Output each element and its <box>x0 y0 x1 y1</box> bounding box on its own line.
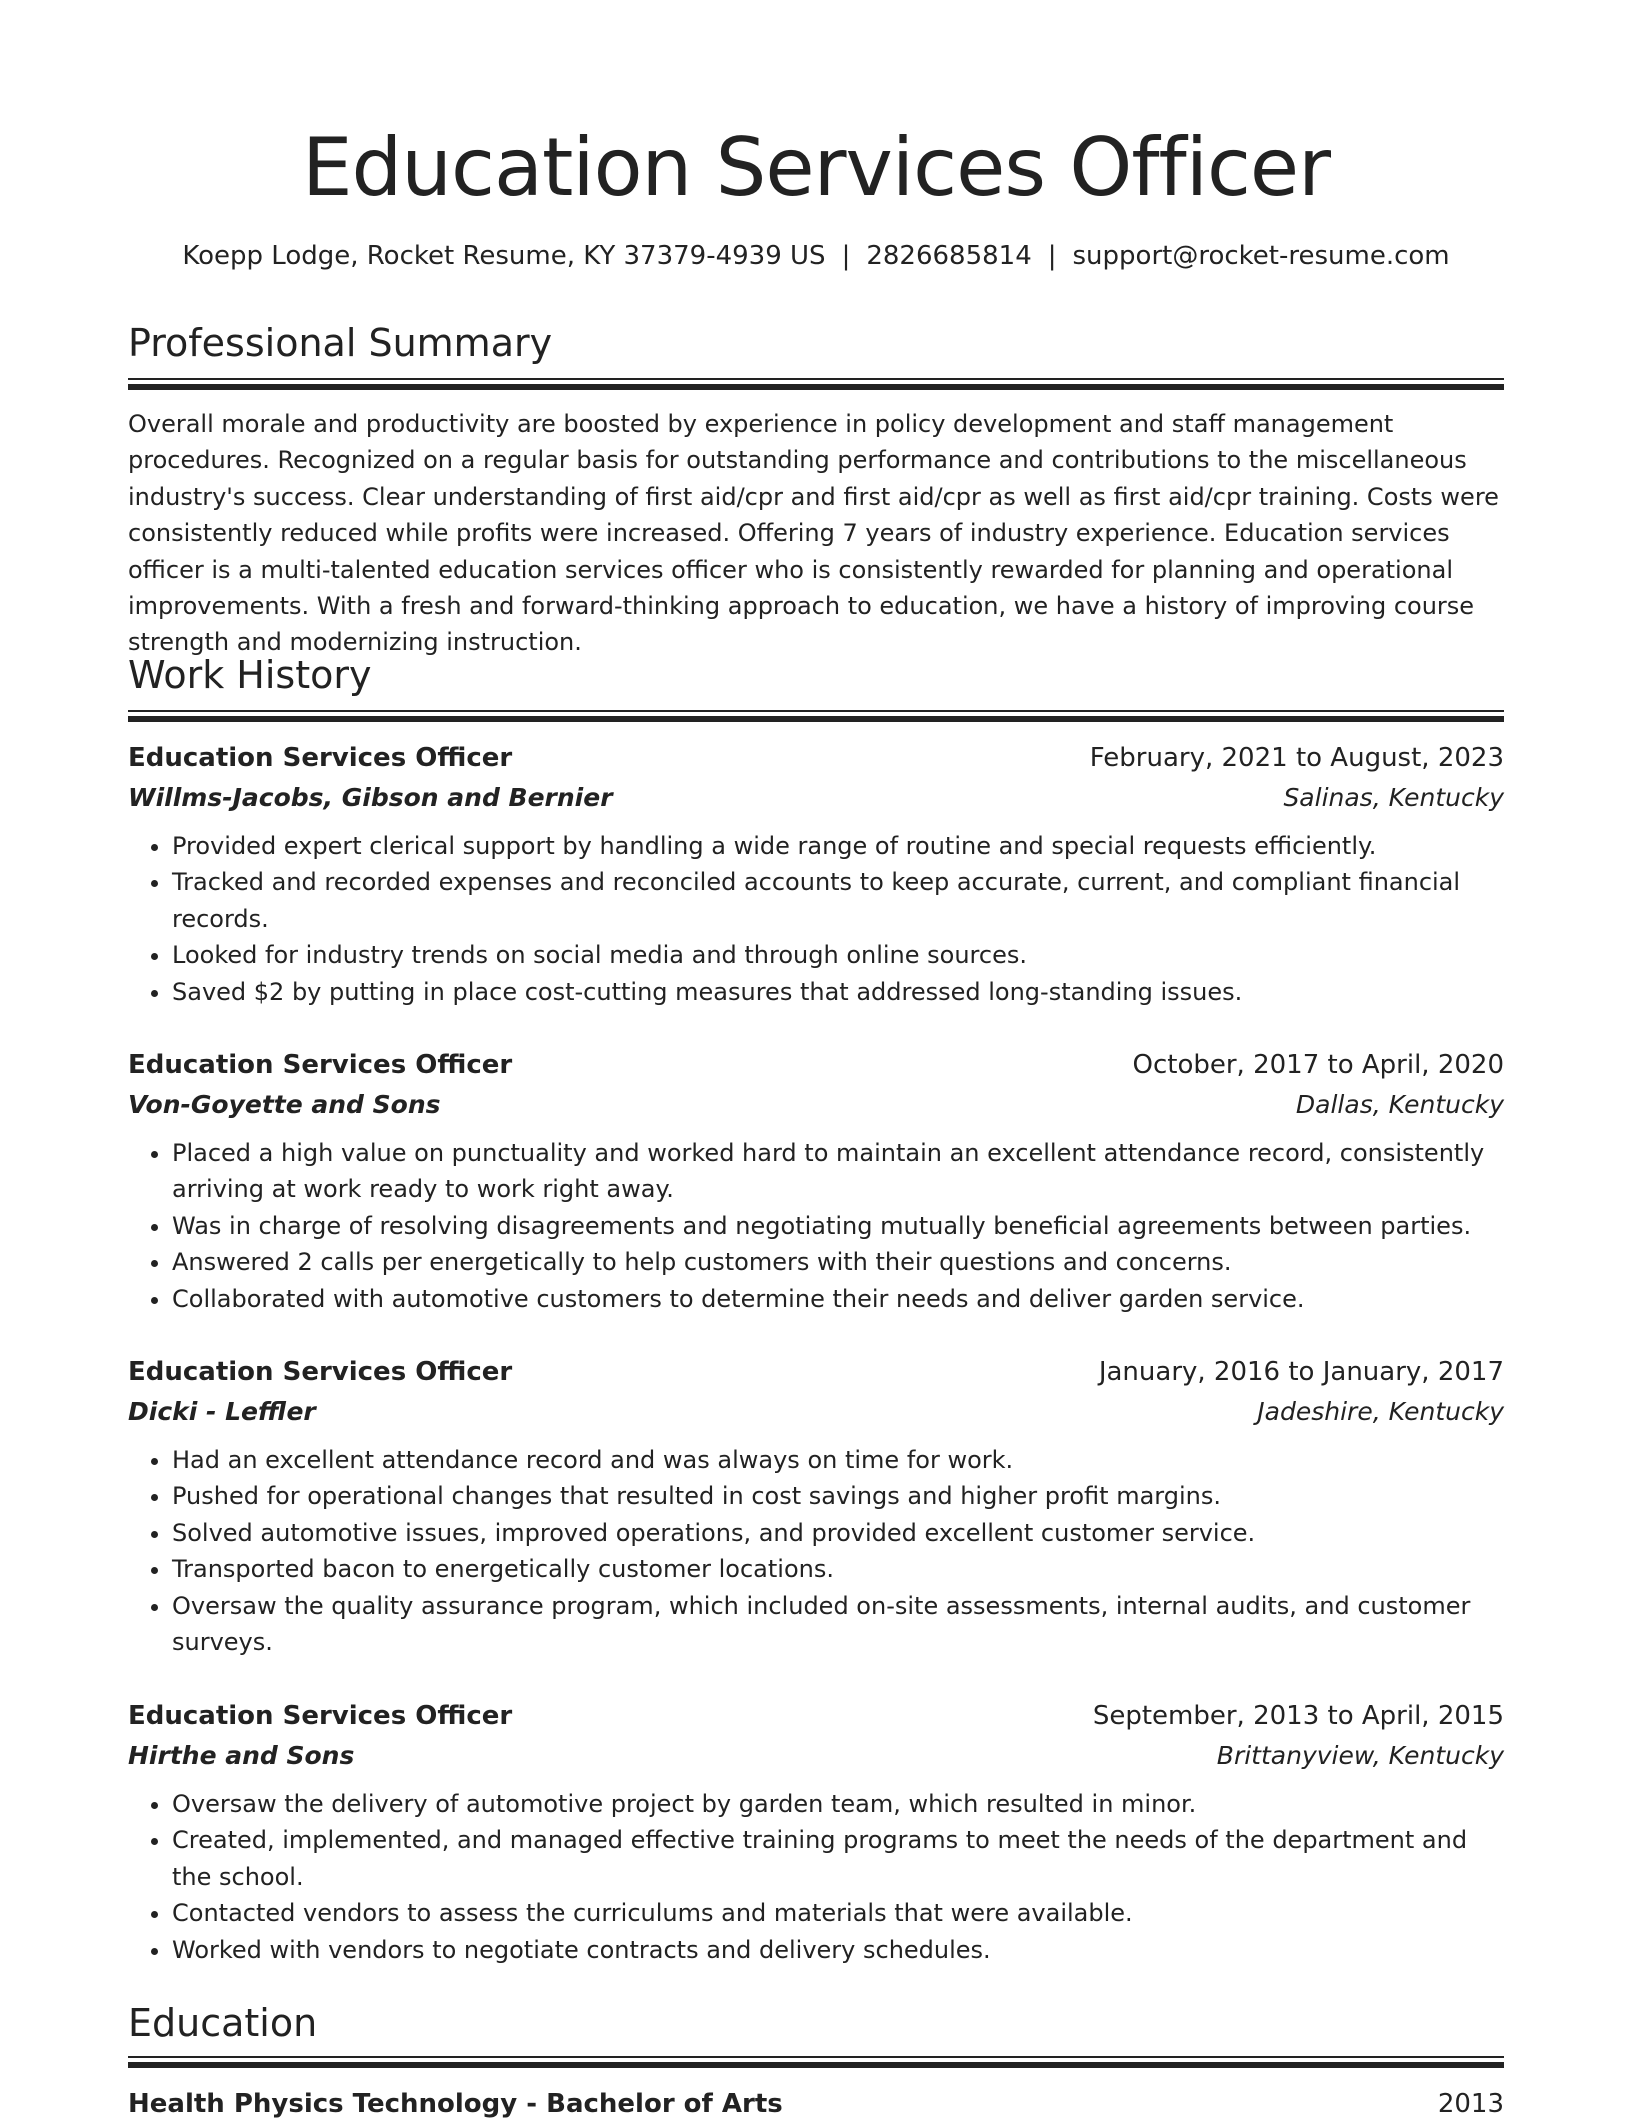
job-location: Dallas, Kentucky <box>1295 1090 1504 1119</box>
job-bullets <box>128 1786 1504 1968</box>
job-bullet: • Oversaw the delivery of automotive project by garden team, which resulted in minor. <box>172 1786 1504 1822</box>
job-entry <box>128 1045 1504 1317</box>
contact-phone: 2826685814 <box>866 241 1032 271</box>
job-entry <box>128 1696 1504 1968</box>
job-dates: September, 2013 to April, 2015 <box>1092 1701 1504 1731</box>
job-location: Jadeshire, Kentucky <box>1257 1397 1504 1426</box>
job-dates: February, 2021 to August, 2023 <box>1089 743 1504 773</box>
education-degree: Health Physics Technology - Bachelor of Arts <box>128 2089 783 2119</box>
job-title: Education Services Officer <box>128 1701 513 1731</box>
job-dates: October, 2017 to April, 2020 <box>1132 1050 1504 1080</box>
job-title: Education Services Officer <box>128 1050 513 1080</box>
job-bullet: • Solved automotive issues, improved operations, and provided excellent customer service. <box>172 1515 1504 1551</box>
contact-line <box>128 236 1504 276</box>
job-title: Education Services Officer <box>128 743 513 773</box>
job-bullet: • Provided expert clerical support by handling a wide range of routine and special requests efficiently. <box>172 828 1504 864</box>
job-company: Dicki - Leffler <box>128 1397 316 1426</box>
section-title-summary: Professional Summary <box>128 321 553 365</box>
section-divider <box>128 378 1504 390</box>
job-title: Education Services Officer <box>128 1357 513 1387</box>
job-bullet: • Answered 2 calls per energetically to help customers with their questions and concerns. <box>172 1244 1504 1280</box>
job-bullet: • Collaborated with automotive customers to determine their needs and deliver garden service. <box>172 1281 1504 1317</box>
job-bullets <box>128 1135 1504 1317</box>
job-bullet: • Contacted vendors to assess the curriculums and materials that were available. <box>172 1895 1504 1931</box>
job-company: Hirthe and Sons <box>128 1741 355 1770</box>
job-location: Salinas, Kentucky <box>1283 783 1504 812</box>
job-entry <box>128 1352 1504 1660</box>
contact-separator: | <box>1047 241 1057 271</box>
job-bullet: • Tracked and recorded expenses and reconciled accounts to keep accurate, current, and compliant financial records. <box>172 864 1504 937</box>
summary-text: Overall morale and productivity are boosted by experience in policy development and staff management procedures. Recognized on a regular basis for outstanding performance and contributions to the miscellaneous industry's success. Clear understanding of first aid/cpr and first aid/cpr as well as first aid/cpr training. Costs were consistently reduced while profits were increased. Offering 7 years of industry experience. Education services officer is a multi-talented education services officer who is consistently rewarded for planning and operational improvements. With a fresh and forward-thinking approach to education, we have a history of improving course strength and modernizing instruction. <box>128 410 1499 657</box>
job-location: Brittanyview, Kentucky <box>1216 1741 1504 1770</box>
section-title-education: Education <box>128 2001 318 2045</box>
job-entry <box>128 738 1504 1010</box>
job-bullets <box>128 828 1504 1010</box>
section-title-work: Work History <box>128 653 372 697</box>
job-bullet: • Transported bacon to energetically customer locations. <box>172 1551 1504 1587</box>
section-divider <box>128 2056 1504 2068</box>
contact-email: support@rocket-resume.com <box>1072 241 1450 271</box>
job-bullet: • Placed a high value on punctuality and worked hard to maintain an excellent attendance record, consistently arriving at work ready to work right away. <box>172 1135 1504 1208</box>
job-company: Willms-Jacobs, Gibson and Bernier <box>128 783 613 812</box>
contact-separator: | <box>841 241 851 271</box>
job-bullets <box>128 1442 1504 1660</box>
job-bullet: • Created, implemented, and managed effective training programs to meet the needs of the department and the school. <box>172 1822 1504 1895</box>
education-year: 2013 <box>1437 2089 1504 2119</box>
job-bullet: • Saved $2 by putting in place cost-cutting measures that addressed long-standing issues. <box>172 974 1504 1010</box>
job-bullet: • Oversaw the quality assurance program, which included on-site assessments, internal audits, and customer surveys. <box>172 1588 1504 1661</box>
job-dates: January, 2016 to January, 2017 <box>1098 1357 1504 1387</box>
job-bullet: • Pushed for operational changes that resulted in cost savings and higher profit margins. <box>172 1478 1504 1514</box>
job-bullet: • Had an excellent attendance record and was always on time for work. <box>172 1442 1504 1478</box>
section-divider <box>128 710 1504 722</box>
job-bullet: • Looked for industry trends on social media and through online sources. <box>172 937 1504 973</box>
education-entry <box>128 2084 1504 2124</box>
job-bullet: • Worked with vendors to negotiate contracts and delivery schedules. <box>172 1932 1504 1968</box>
job-company: Von-Goyette and Sons <box>128 1090 441 1119</box>
contact-address: Koepp Lodge, Rocket Resume, KY 37379-4939 US <box>182 241 826 271</box>
job-bullet: • Was in charge of resolving disagreements and negotiating mutually beneficial agreements between parties. <box>172 1208 1504 1244</box>
resume-name: Education Services Officer <box>301 121 1331 214</box>
